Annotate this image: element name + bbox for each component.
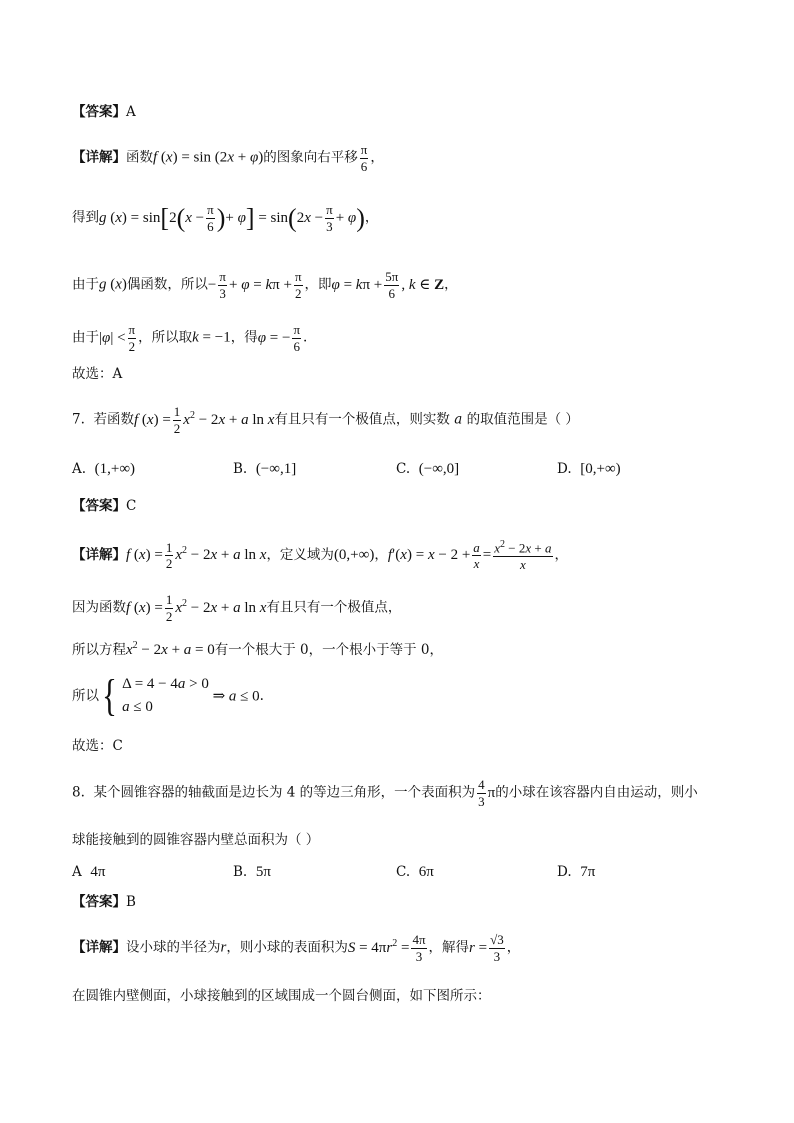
q7-option-b — [233, 461, 296, 478]
formula-g-shift: g (x) = sin[2(x − $\frac{\pi}{6}$ )+ φ] = sin(2x − $\frac{\pi}{3}$ + φ) — [99, 202, 365, 234]
q8-stem-text: 某个圆锥容器的轴截面是边长为 4 的等边三角形，一个表面积为 — [93, 784, 476, 801]
option-label: B. — [233, 864, 248, 880]
fraction-pi-6: $\frac{\pi}{6}$ — [360, 142, 368, 174]
q7-option-a — [72, 461, 135, 478]
q6-detail-text: ，所以取 — [138, 329, 193, 346]
q8-option-a — [72, 864, 105, 881]
option-label: C. — [396, 461, 411, 477]
answer-label: 【答案】 — [72, 894, 126, 910]
option-value: 7π — [580, 864, 596, 880]
q8-answer: B — [126, 894, 136, 910]
formula-k: k = −1 — [192, 329, 231, 346]
q6-detail-text: 由于 — [72, 329, 99, 346]
q8-answer-line — [72, 894, 136, 910]
q8-detail-text: ，解得 — [428, 939, 470, 956]
formula-surface-area: $S = 4\pi r^2$ = $\frac{4\pi}{3}$ — [347, 932, 426, 964]
q6-detail-text: 得到 — [72, 209, 99, 226]
formula-derivative: f′(x) = x − 2 + $\frac{a}{x}$ = $\frac{x^2 - 2x + a}{x}$ — [387, 539, 552, 572]
q7-detail-line-4: 所以{ Δ = 4 − 4a > 0 a ≤ 0 ⇒ a ≤ 0. — [72, 671, 264, 721]
option-value: 4π — [90, 864, 106, 880]
q7-choose: 故选：C — [72, 738, 123, 754]
q7-detail-text: ，定义域为 — [266, 547, 334, 564]
option-label: D. — [557, 461, 572, 477]
q8-detail-text: 设小球的半径为 — [126, 939, 221, 956]
formula-q7-f: f (x) = $\frac{1}{2}$ $x^2 - 2x + a$ ln x — [126, 592, 267, 624]
q7-detail-line-3 — [72, 640, 443, 659]
q7-stem-text: 的取值范围是（ ） — [466, 411, 579, 428]
q7-stem-text: 若函数 — [93, 411, 134, 428]
detail-label: 【详解】 — [72, 939, 126, 956]
q6-detail-line-4: 由于|φ| < $\frac{\pi}{2}$ ，所以取k = −1，得φ = − $\frac{\pi}{6}$ . — [72, 322, 308, 354]
option-value: [0,+∞) — [580, 461, 621, 477]
q7-detail-text: 有且只有一个极值点， — [266, 599, 402, 616]
q6-detail-text: 的图象向右平移 — [263, 149, 358, 166]
formula-surface: $\frac{4}{3}$ π — [478, 777, 496, 809]
q7-stem-var: a — [454, 411, 463, 428]
option-value: (1,+∞) — [94, 461, 136, 477]
formula-q7-f: f (x) = $\frac{1}{2}$ $x^2 - 2x + a$ ln x — [126, 539, 267, 572]
q6-choose: 故选：A — [72, 366, 123, 382]
q7-option-c — [396, 461, 459, 478]
q6-detail-line-3: 由于g (x)偶函数，所以− $\frac{\pi}{3}$ + φ = kπ + $\frac{\pi}{2}$ ，即φ = kπ + $\frac{5\pi}{6}$ , k ∈ Z， — [72, 269, 458, 301]
option-value: (−∞,1] — [255, 461, 297, 477]
answer-label: 【答案】 — [72, 498, 126, 514]
q6-answer: A — [126, 104, 136, 120]
q6-detail-text: ，得 — [230, 329, 258, 346]
q7-detail-text: 有一个根大于 0，一个根小于等于 0， — [214, 642, 444, 658]
detail-label: 【详解】 — [72, 547, 126, 564]
q8-stem-line-1 — [72, 778, 698, 808]
option-label: C. — [396, 864, 411, 880]
q7-detail-text: 所以 — [72, 687, 99, 704]
q8-stem-line-2: 球能接触到的圆锥容器内壁总面积为（ ） — [72, 832, 320, 848]
formula-domain: (0,+∞) — [333, 547, 375, 564]
q7-detail-text: 所以方程 — [72, 642, 126, 658]
formula-f-sin: f (x) = sin (2x + φ) — [153, 149, 264, 166]
q7-answer-line — [72, 498, 136, 514]
q7-answer: C — [126, 498, 137, 514]
formula-g: g (x) — [99, 276, 127, 293]
formula-q7-f: f (x) = $\frac{1}{2}$ $x^2 - 2x + a$ ln x — [133, 404, 275, 436]
formula-phi-solution: φ = kπ + $\frac{5\pi}{6}$ , k ∈ Z — [331, 269, 445, 301]
q8-detail-line-2: 在圆锥内壁侧面，小球接触到的区域围成一个圆台侧面，如下图所示： — [72, 988, 491, 1004]
left-brace: { — [102, 671, 117, 721]
formula-r: r — [220, 939, 227, 956]
q6-detail-text: ，即 — [304, 276, 332, 293]
q7-stem-text: 有且只有一个极值点，则实数 — [274, 411, 450, 428]
formula-phi-eq: − $\frac{\pi}{3}$ + φ = kπ + $\frac{\pi}{2}$ — [207, 269, 302, 301]
q8-detail-line-1: 【详解】设小球的半径为r，则小球的表面积为$S = 4\pi r^2$ = $\frac{4\pi}{3}$ ，解得r = $\frac{√3}{3}$ ， — [72, 932, 521, 964]
q7-detail-line-2 — [72, 593, 401, 623]
q6-detail-text: 偶函数，所以 — [126, 276, 208, 293]
formula-quadratic: $x^2 - 2x + a = 0$ — [126, 640, 215, 658]
q7-option-d — [557, 461, 621, 478]
option-label: D. — [557, 864, 572, 880]
q8-option-c — [396, 864, 434, 881]
formula-phi-value: φ = − $\frac{\pi}{6}$ — [257, 322, 301, 354]
q6-detail-line-2: 得到g (x) = sin[2(x − $\frac{\pi}{6}$ )+ φ] = sin(2x − $\frac{\pi}{3}$ + φ)， — [72, 202, 379, 234]
formula-conclusion: ⇒ a ≤ 0 — [208, 688, 260, 705]
q7-detail-line-1: 【详解】f (x) = $\frac{1}{2}$ $x^2 - 2x + a$ ln x，定义域为(0,+∞)，f′(x) = x − 2 + $\frac{a}{x}$ = $\frac{x^2 - 2x + a}{x}$ ， — [72, 539, 568, 572]
detail-label: 【详解】 — [72, 149, 126, 166]
q8-option-b — [233, 864, 271, 881]
q8-number: 8. — [72, 784, 85, 801]
q6-detail-line-1: 【详解】函数f (x) = sin (2x + φ)的图象向右平移 $\frac{\pi}{6}$ ， — [72, 142, 384, 174]
q8-detail-text: ，则小球的表面积为 — [226, 939, 348, 956]
q7-detail-text: 因为函数 — [72, 599, 126, 616]
option-value: 5π — [255, 864, 271, 880]
q7-stem — [72, 405, 579, 435]
option-value: 6π — [418, 864, 434, 880]
option-value: (−∞,0] — [418, 461, 460, 477]
q6-detail-text: 函数 — [126, 149, 153, 166]
option-label: B. — [233, 461, 248, 477]
formula-abs-phi: |φ| < $\frac{\pi}{2}$ — [99, 322, 136, 354]
q6-detail-text: 由于 — [72, 276, 99, 293]
q8-stem-text: 的小球在该容器内自由运动，则小 — [495, 784, 698, 801]
formula-radius: r = $\frac{√3}{3}$ — [469, 932, 504, 964]
q8-option-d — [557, 864, 595, 881]
option-label: A — [72, 864, 82, 880]
q6-answer-line — [72, 104, 136, 120]
answer-label: 【答案】 — [72, 104, 126, 120]
option-label: A. — [72, 461, 87, 477]
q7-number: 7. — [72, 411, 85, 428]
formula-system: Δ = 4 − 4a > 0 a ≤ 0 — [122, 676, 209, 716]
